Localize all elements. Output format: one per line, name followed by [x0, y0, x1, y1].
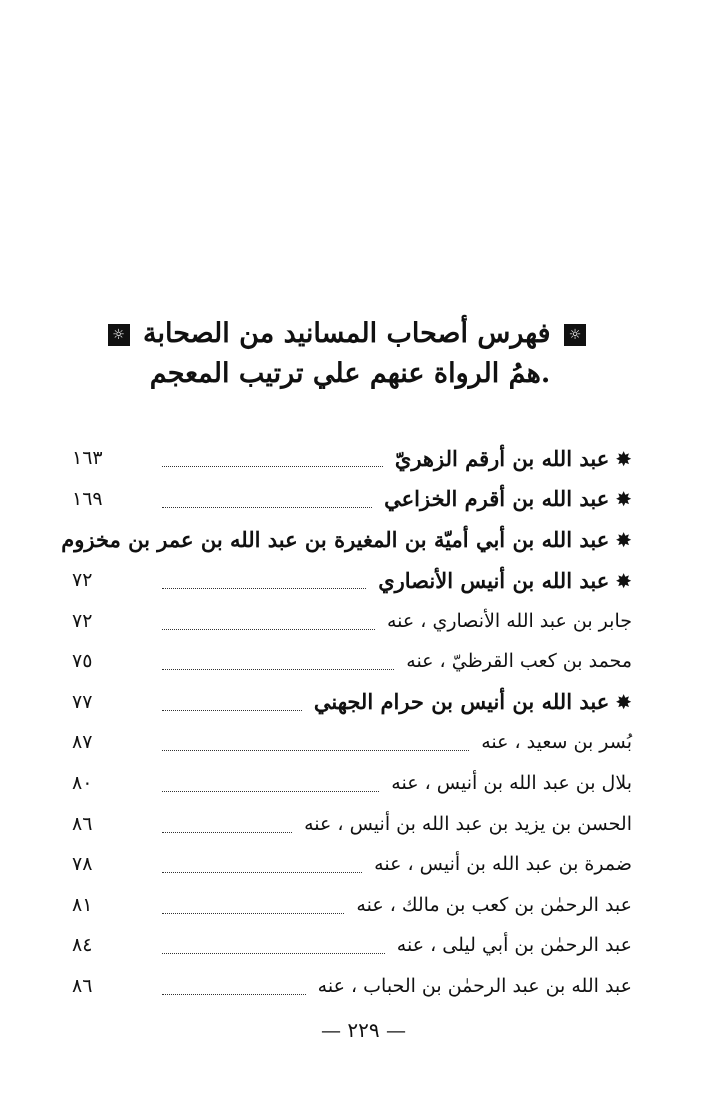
star-icon: ✸ — [615, 527, 632, 552]
index-entry-sub — [72, 600, 632, 641]
index-entry-main — [61, 519, 632, 560]
index-list — [61, 438, 632, 1006]
dot-leader — [162, 628, 375, 630]
entry-label: عبد الله بن أبي أميّة بن المغيرة بن عبد الله بن عمر بن مخزوم — [61, 526, 610, 552]
entry-page-number: ٨٦ — [72, 975, 93, 998]
entry-page-number: ٨٤ — [72, 934, 93, 957]
entry-text — [391, 772, 632, 794]
entry-page-number: ١٦٣ — [72, 447, 103, 470]
dot-leader — [162, 790, 379, 792]
entry-label: بُسر بن سعيد ، عنه — [481, 731, 632, 754]
entry-page-number: ٨٠ — [72, 772, 93, 795]
index-entry-sub — [72, 925, 632, 966]
index-entry-main — [72, 560, 632, 601]
dot-leader — [162, 668, 394, 670]
entry-label: بلال بن عبد الله بن أنيس ، عنه — [391, 772, 632, 795]
entry-label: عبد الله بن عبد الرحمٰن بن الحباب ، عنه — [317, 975, 632, 998]
entry-text — [374, 853, 632, 875]
entry-label: محمد بن كعب القرظيّ ، عنه — [406, 650, 632, 673]
index-entry-main — [72, 479, 632, 520]
entry-label: عبد الرحمٰن بن أبي ليلى ، عنه — [396, 934, 632, 957]
entry-text — [318, 975, 632, 997]
page-title — [110, 314, 590, 394]
index-entry-sub — [72, 844, 632, 885]
entry-page-number: ٧٢ — [72, 569, 93, 592]
index-entry-sub — [72, 966, 632, 1007]
dot-leader — [162, 952, 385, 954]
dot-leader — [162, 506, 372, 508]
entry-text — [314, 689, 632, 714]
index-entry-sub — [72, 641, 632, 682]
entry-text — [387, 610, 632, 632]
index-entry-sub — [72, 763, 632, 804]
entry-text — [397, 934, 632, 956]
entry-page-number: ٨٦ — [72, 812, 93, 835]
title-line-1 — [110, 314, 590, 354]
entry-label: الحسن بن يزيد بن عبد الله بن أنيس ، عنه — [304, 812, 632, 835]
star-icon: ✸ — [615, 446, 632, 471]
entry-page-number: ٨١ — [72, 893, 93, 916]
dot-leader — [162, 993, 306, 995]
title-line-2: .همُ الرواة عنهم علي ترتيب المعجم — [149, 358, 551, 389]
dot-leader — [162, 912, 344, 914]
entry-text — [356, 894, 632, 916]
index-entry-sub — [72, 722, 632, 763]
entry-text — [61, 527, 632, 552]
entry-page-number: ٧٥ — [72, 650, 93, 673]
entry-page-number: ٧٨ — [72, 853, 93, 876]
sun-icon: ☼ — [108, 324, 130, 346]
entry-text — [384, 486, 632, 511]
star-icon: ✸ — [615, 690, 632, 715]
entry-page-number: ٨٧ — [72, 731, 93, 754]
entry-label: عبد الله بن أنيس بن حرام الجهني — [313, 689, 610, 715]
entry-text — [481, 731, 632, 753]
entry-label: عبد الله بن أقرم الخزاعي — [384, 486, 610, 512]
entry-page-number: ٧٢ — [72, 609, 93, 632]
dot-leader — [162, 871, 362, 873]
entry-label: عبد الرحمٰن بن كعب بن مالك ، عنه — [356, 893, 632, 916]
dot-leader — [162, 587, 366, 589]
entry-text — [406, 650, 632, 672]
title-text-1: فهرس أصحاب المسانيد من الصحابة — [142, 318, 551, 349]
entry-label: ضمرة بن عبد الله بن أنيس ، عنه — [374, 853, 632, 876]
star-icon: ✸ — [615, 487, 632, 512]
dot-leader — [162, 465, 383, 467]
entry-text — [378, 568, 632, 593]
sun-icon: ☼ — [564, 324, 586, 346]
dot-leader — [162, 709, 302, 711]
entry-text — [304, 813, 632, 835]
dot-leader — [162, 831, 292, 833]
index-entry-main — [72, 682, 632, 723]
index-entry-sub — [72, 803, 632, 844]
entry-page-number: ١٦٩ — [72, 487, 103, 510]
entry-label: جابر بن عبد الله الأنصاري ، عنه — [387, 609, 632, 632]
entry-page-number: ٧٧ — [72, 690, 93, 713]
index-entry-sub — [72, 885, 632, 926]
entry-text — [395, 446, 632, 471]
star-icon: ✸ — [615, 568, 632, 593]
index-entry-main — [72, 438, 632, 479]
entry-label: عبد الله بن أرقم الزهريّ — [394, 445, 610, 471]
page-number: — ٢٢٩ — — [321, 1018, 406, 1042]
entry-label: عبد الله بن أنيس الأنصاري — [378, 567, 610, 593]
entry-page-number — [0, 528, 19, 550]
dot-leader — [162, 749, 469, 751]
